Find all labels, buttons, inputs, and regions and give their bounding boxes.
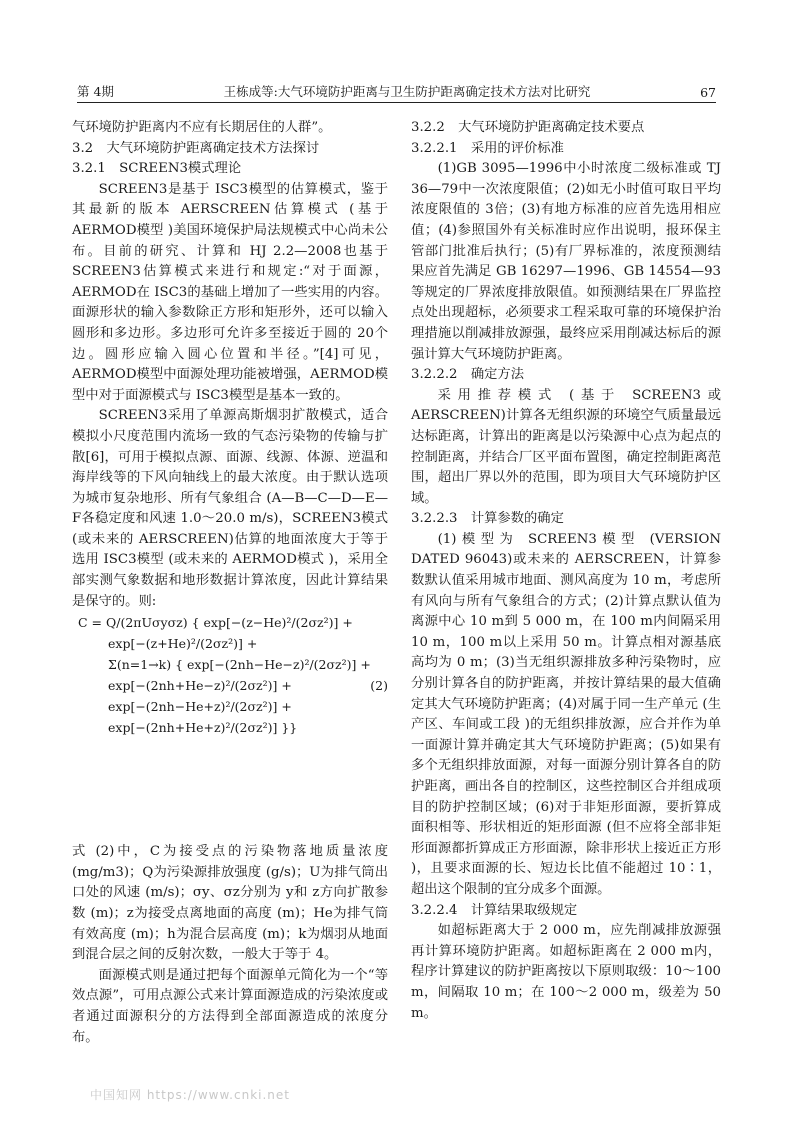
section-3-2-1-heading: 3.2.1 SCREEN3模式理论 (72, 161, 242, 177)
equation-line: exp[−(z+He)²/(2σz²)] + (108, 636, 258, 652)
equation-line: exp[−(2nh+He+z)²/(2σz²)] }} (108, 720, 298, 736)
equation-line: exp[−(2nh−He+z)²/(2σz²)] + (108, 699, 292, 715)
equation-line: Σ(n=1→k) { exp[−(2nh−He−z)²/(2σz²)] + (108, 657, 371, 673)
paragraph: SCREEN3采用了单源高斯烟羽扩散模式，适合模拟小尺度范围内流场一致的气态污染物的传输与扩散[6]，可用于模拟点源、面源、线源、体源、逆温和海岸线等的下风向轴线上的最大浓度。由于默认选项为城市复杂地形、所有气象组合 (A—B—C—D—E—F各稳定度和风速 1.0～20.0 m/s)，SCREEN3模式 (或未来的 AERSCREEN)估算的地面浓度大于等于选用 ISC3模型 (或未来的 AERMOD模式 )，采用全部实测气象数据和地形数据计算浓度，因此计算结果是保守的。则: (72, 408, 388, 609)
equation-line: exp[−(2nh+He−z)²/(2σz²)] + (108, 678, 292, 694)
equation-number: (2) (370, 678, 388, 694)
intro-tail: 气环境防护距离内不应有长期居住的人群”。 (72, 120, 332, 135)
equation-2 (72, 612, 388, 842)
equation-line: C = Q/(2πUσyσz) { exp[−(z−He)²/(2σz²)] + (78, 615, 353, 631)
paragraph: (1)模型为 SCREEN3模型 (VERSION DATED 96043)或未来的 AERSCREEN，计算参数默认值采用城市地面、测风高度为 10 m，考虑所有风向与所有气象组合的方式；(2)计算点默认值为离源中心 10 m到 5 000 m，在 100 m内间隔采用 10 m，100 m以上采用 50 m。计算点相对源基底高均为 0 m；(3)当无组织源排放多种污染物时，应分别计算各自的防护距离，并按计算结果的最大值确定其大气环境防护距离；(4)对属于同一生产单元 (生产区、车间或工段 )的无组织排放源，应合并作为单一面源计算并确定其大气环境防护距离；(5)如果有多个无组织排放面源，对每一面源分别计算各自的防护距离，画出各自的控制区，这些控制区合并组成项目的防护控制区域；(6)对于非矩形面源，要折算成面积相等、形状相近的矩形面源 (但不应将全部非矩形面源都折算成正方形面源，除非形状上接近正方形 )，且要求面源的长、短边长比值不能超过 10∶1，超出这个限制的宜分成多个面源。 (411, 531, 721, 897)
page-number: 67 (700, 85, 716, 100)
left-column (72, 118, 388, 1048)
section-3-2-2-heading: 3.2.2 大气环境防护距离确定技术要点 (411, 120, 645, 135)
issue-number: 第 4期 (77, 84, 114, 99)
paragraph: 面源模式则是通过把每个面源单元简化为一个“等效点源”，可用点源公式来计算面源造成的污染浓度或者通过面源积分的方法得到全部面源造成的浓度分布。 (72, 967, 388, 1045)
section-3-2-2-2-heading: 3.2.2.2 确定方法 (411, 367, 525, 383)
section-3-2-2-1-heading: 3.2.2.1 采用的评价标准 (411, 140, 564, 156)
section-3-2-2-4-heading: 3.2.2.4 计算结果取级规定 (411, 902, 578, 918)
paragraph: 如超标距离大于 2 000 m，应先削减排放源强再计算环境防护距离。如超标距离在 2 000 m内，程序计算建议的防护距离按以下原则取级：10～100 m，间隔取 10 m；在 100～2 000 m，级差为 50 m。 (411, 923, 721, 1021)
section-3-2-heading: 3.2 大气环境防护距离确定技术方法探讨 (72, 140, 320, 156)
paragraph: (1)GB 3095—1996中小时浓度二级标准或 TJ 36—79中一次浓度限值；(2)如无小时值可取日平均浓度限值的 3倍；(3)有地方标准的应首先选用相应值；(4)参照国外有关标准时应作出说明，报环保主管部门批准后执行；(5)有厂界标准的，浓度预测结果应首先满足 GB 16297—1996、GB 14554—93等规定的厂界浓度排放限值。如预测结果在厂界监控点处出现超标，必须要求工程采取可靠的环境保护治理措施以削减排放源强，最终应采用削减达标后的源强计算大气环境防护距离。 (411, 161, 721, 362)
running-title: 王栋成等:大气环境防护距离与卫生防护距离确定技术方法对比研究 (223, 84, 591, 99)
paragraph: SCREEN3是基于 ISC3模型的估算模式，鉴于其最新的版本 AERSCREEN估算模式 (基于 AERMOD模型 )美国环境保护局法规模式中心尚未公布。目前的研究、计算和 HJ 2.2—2008也基于 SCREEN3估算模式来进行和规定:“对于面源，AERMOD在 ISC3的基础上增加了一些实用的内容。面源形状的输入参数除正方形和矩形外，还可以输入圆形和多边形。多边形可允许多至接近于圆的 20个边。圆形应输入圆心位置和半径。”[4]可见，AERMOD模型中面源处理功能被增强，AERMOD模型中对于面源模式与 ISC3模型是基本一致的。 (72, 181, 388, 403)
cnki-watermark: 中国知网 https://www.cnki.net (90, 1088, 290, 1102)
header-rule (77, 102, 716, 103)
paragraph: 采用推荐模式 (基于 SCREEN3或 AERSCREEN)计算各无组织源的环境空气质量最远达标距离，计算出的距离是以污染源中心点为起点的控制距离，并结合厂区平面布置图，确定控制距离范围，超出厂界以外的范围，即为项目大气环境防护区域。 (411, 387, 721, 506)
paragraph: 式 (2)中，C为接受点的污染物落地质量浓度 (mg/m3)；Q为污染源排放强度 (g/s)；U为排气筒出口处的风速 (m/s)；σy、σz分别为 y和 z方向扩散参数 (m)；z为接受点离地面的高度 (m)；He为排气筒有效高度 (m)；h为混合层高度 (m)；k为烟羽从地面到混合层之间的反射次数，一般大于等于 4。 (72, 844, 388, 963)
section-3-2-2-3-heading: 3.2.2.3 计算参数的确定 (411, 511, 564, 527)
right-column (411, 118, 721, 1024)
running-header (77, 80, 716, 100)
